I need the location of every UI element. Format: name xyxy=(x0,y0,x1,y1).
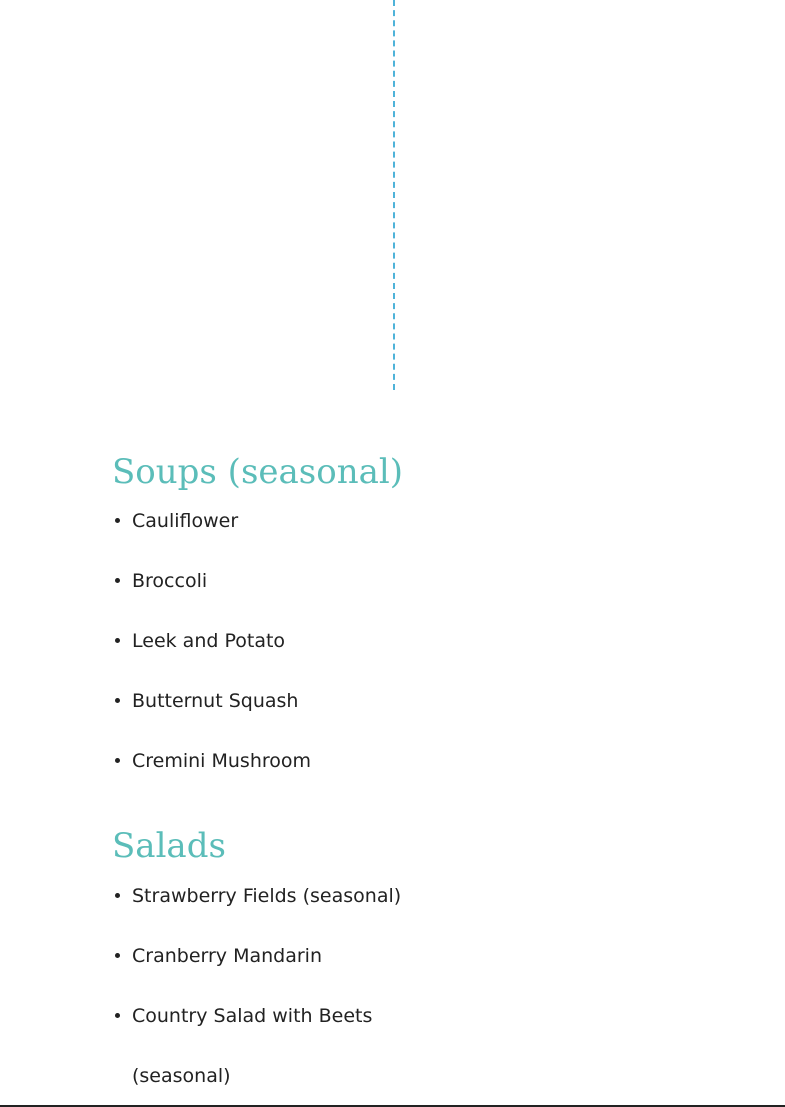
list-item: Country Salad with Beets (seasonal) xyxy=(112,986,402,1106)
soups-list xyxy=(112,491,712,791)
list-item: Butternut Squash xyxy=(112,671,402,731)
list-item: Cranberry Mandarin xyxy=(112,926,402,986)
soups-heading: Soups (seasonal) xyxy=(112,452,404,492)
list-item: Cauliflower xyxy=(112,491,402,551)
dashed-divider xyxy=(393,0,395,390)
salads-list xyxy=(112,866,712,1106)
salads-section xyxy=(112,826,712,1106)
soups-section xyxy=(112,452,712,791)
list-item: Strawberry Fields (seasonal) xyxy=(112,866,402,926)
list-item: Leek and Potato xyxy=(112,611,402,671)
list-item: Cremini Mushroom xyxy=(112,731,402,791)
list-item: Broccoli xyxy=(112,551,402,611)
salads-heading: Salads xyxy=(112,826,226,866)
